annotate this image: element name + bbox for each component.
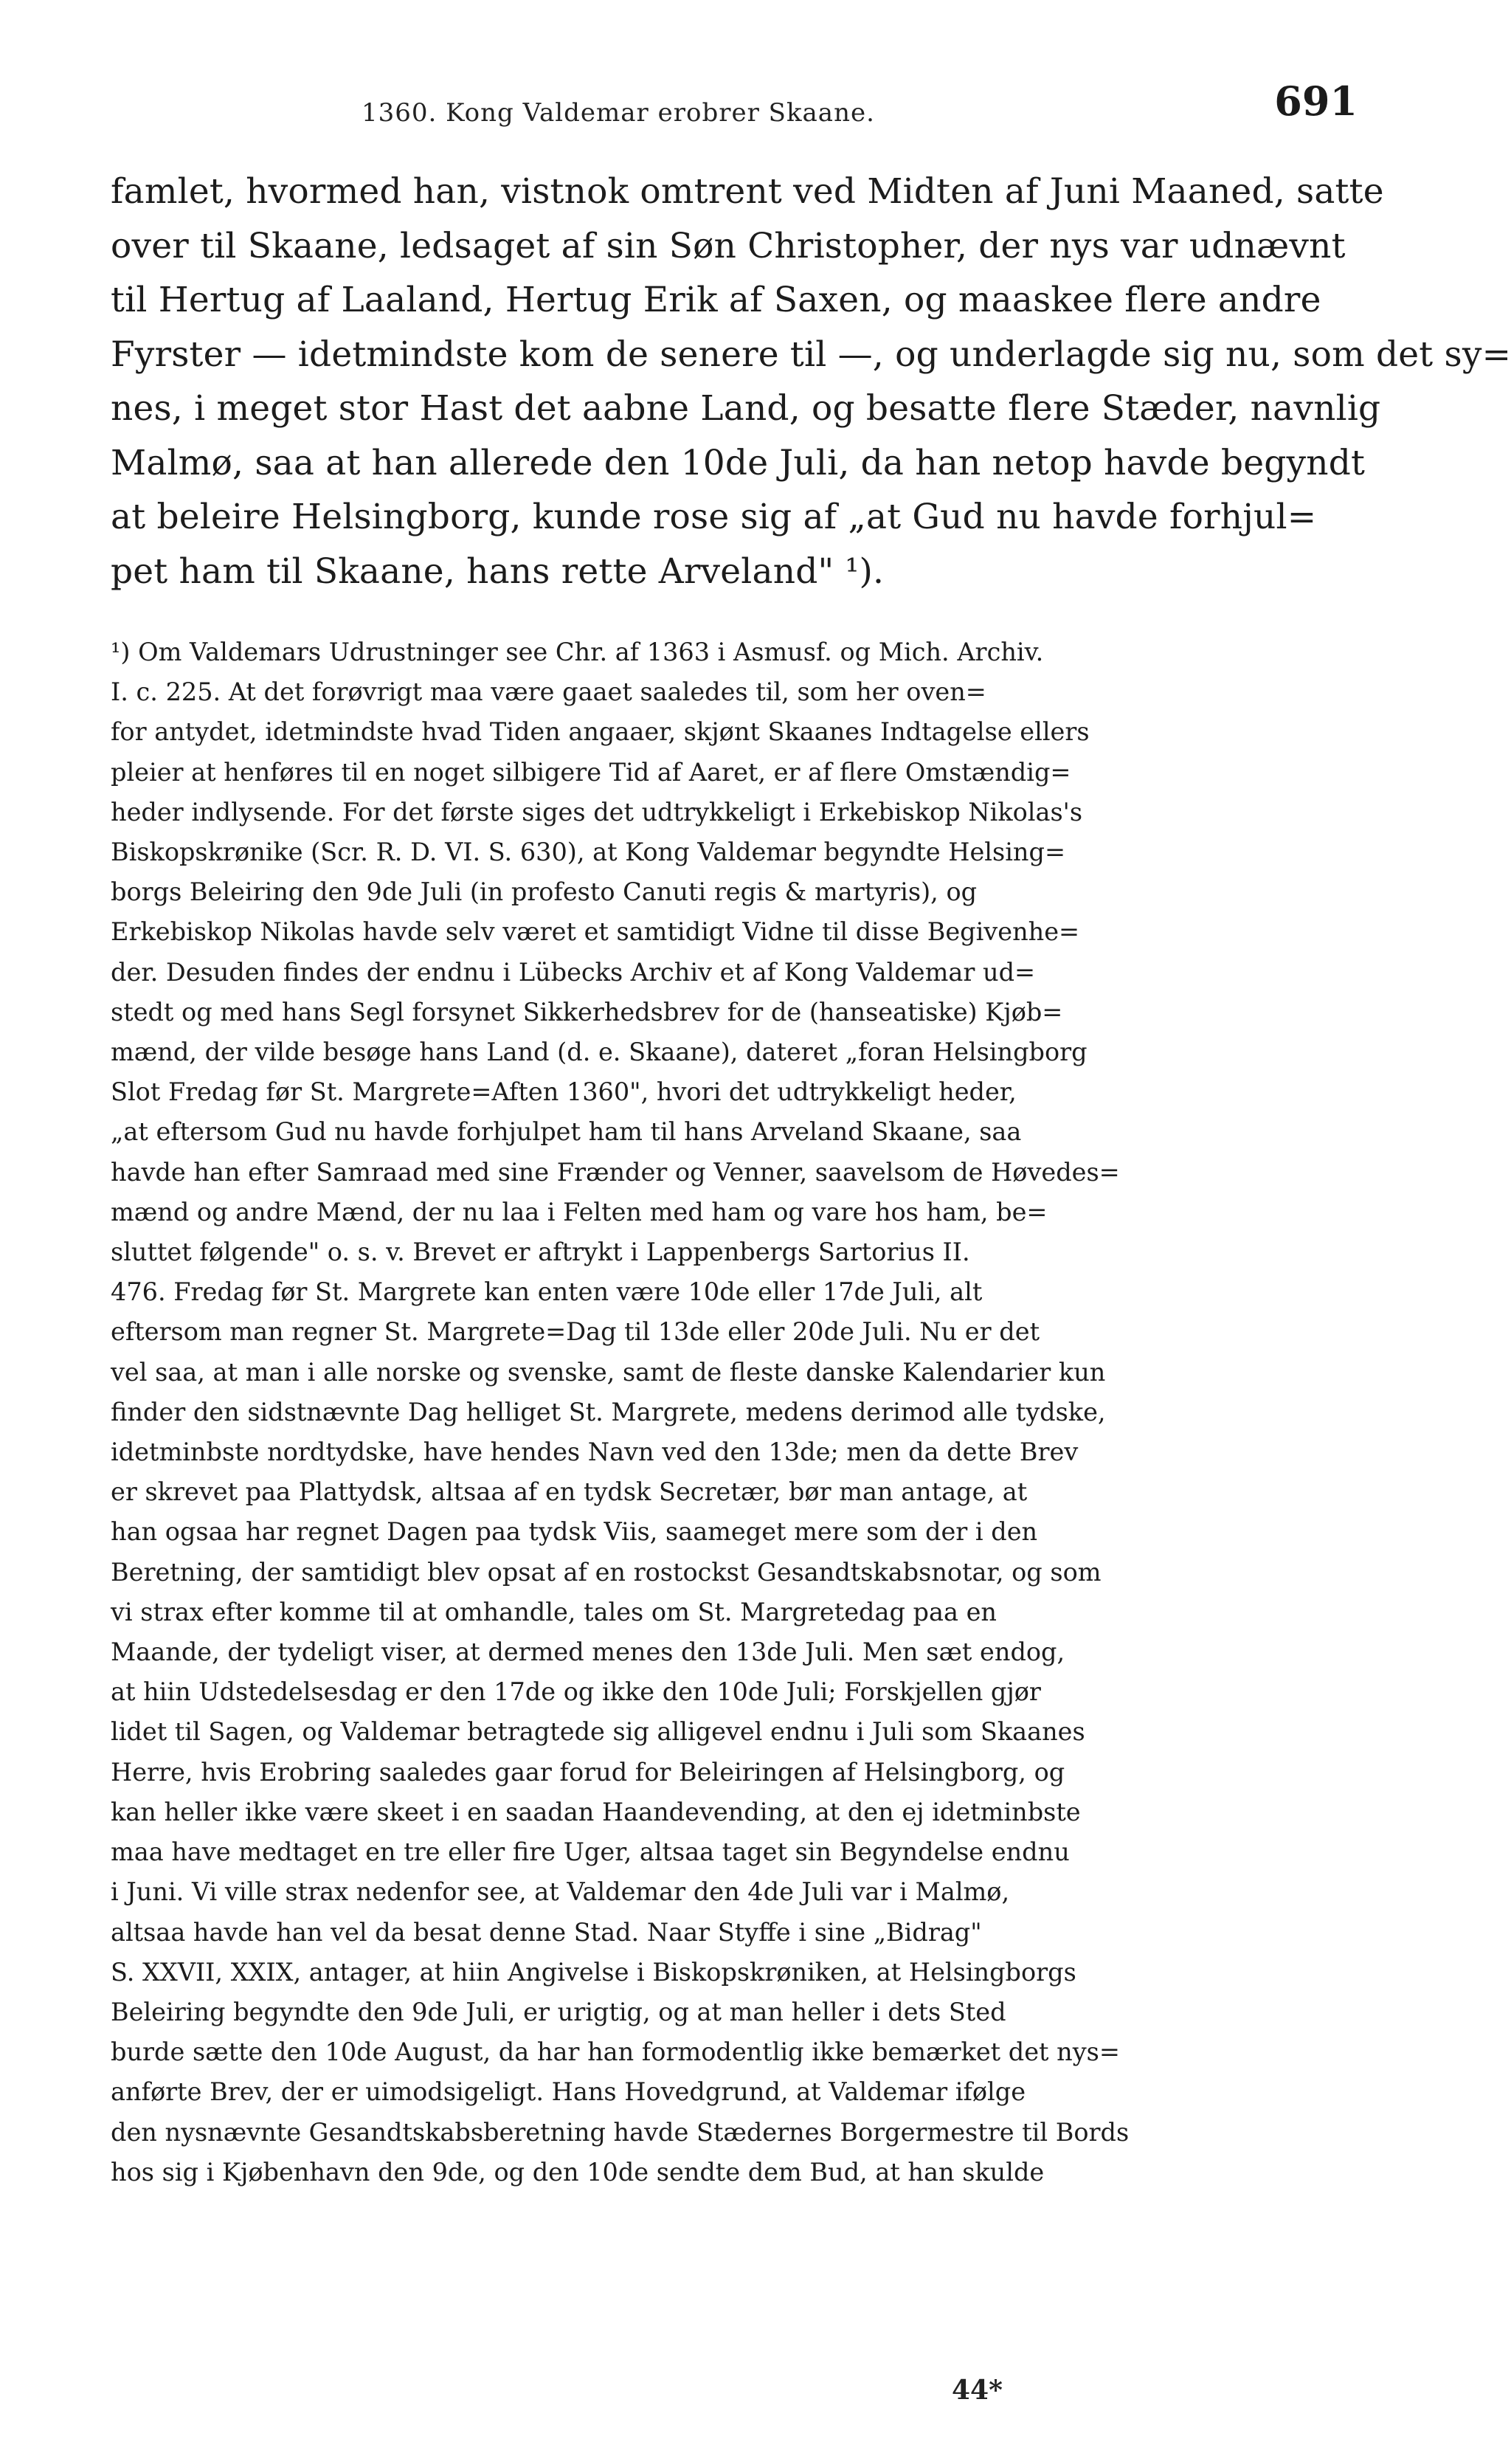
footnote-line: er skrevet paa Plattydsk, altsaa af en tydsk Secretær, bør man antage, at [111,1477,1028,1507]
footnote-line: Beleiring begyndte den 9de Juli, er urigtig, og at man heller i dets Sted [111,1997,1006,2026]
main-text-line: at beleire Helsingborg, kunde rose sig af „at Gud nu havde forhjul= [111,497,1317,537]
footnote-line: idetminbste nordtydske, have hendes Navn ved den 13de; men da dette Brev [111,1438,1079,1467]
main-text-line: pet ham til Skaane, hans rette Arveland" ¹). [111,551,885,592]
main-text-block [111,165,1511,598]
footnote-line: altsaa havde han vel da besat denne Stad. Naar Styffe i sine „Bidrag" [111,1917,982,1947]
book-page [111,70,1511,2192]
signature-mark: 44* [952,2375,1003,2406]
footnote-block [111,632,1358,2192]
footnote-line: Maande, der tydeligt viser, at dermed menes den 13de Juli. Men sæt endog, [111,1638,1065,1667]
main-text-line: Fyrster — idetmindste kom de senere til —, og underlagde sig nu, som det sy= [111,334,1511,375]
footnote-line: at hiin Udstedelsesdag er den 17de og ikke den 10de Juli; Forskjellen gjør [111,1677,1041,1707]
footnote-line: den nysnævnte Gesandtskabsberetning havde Stædernes Borgermestre til Bords [111,2117,1130,2147]
footnote-line: der. Desuden findes der endnu i Lübecks Archiv et af Kong Valdemar ud= [111,957,1036,987]
footnote-line: vi strax efter komme til at omhandle, tales om St. Margretedag paa en [111,1597,997,1626]
footnote-line: Herre, hvis Erobring saaledes gaar forud for Beleiringen af Helsingborg, og [111,1757,1065,1787]
footnote-line: I. c. 225. At det forøvrigt maa være gaaet saaledes til, som her oven= [111,677,986,707]
footnote-line: Biskopskrønike (Scr. R. D. VI. S. 630), at Kong Valdemar begyndte Helsing= [111,838,1066,867]
footnote-line: eftersom man regner St. Margrete=Dag til 13de eller 20de Juli. Nu er det [111,1317,1040,1347]
main-text-line: famlet, hvormed han, vistnok omtrent ved Midten af Juni Maaned, satte [111,171,1384,212]
main-text-line: Malmø, saa at han allerede den 10de Juli, da han netop havde begyndt [111,442,1366,483]
footnote-line: hos sig i Kjøbenhavn den 9de, og den 10de sendte dem Bud, at han skulde [111,2157,1045,2187]
footnote-line: sluttet følgende" o. s. v. Brevet er aftrykt i Lappenbergs Sartorius II. [111,1238,970,1267]
footnote-line: mænd, der vilde besøge hans Land (d. e. Skaane), dateret „foran Helsingborg [111,1038,1088,1067]
footnote-line: han ogsaa har regnet Dagen paa tydsk Viis, saameget mere som der i den [111,1517,1038,1547]
main-text-line: nes, i meget stor Hast det aabne Land, og besatte flere Stæder, navnlig [111,388,1381,429]
footnote-line: ¹) Om Valdemars Udrustninger see Chr. af 1363 i Asmusf. og Mich. Archiv. [111,638,1044,666]
main-text-line: til Hertug af Laaland, Hertug Erik af Saxen, og maaskee flere andre [111,280,1321,320]
footnote-line: kan heller ikke være skeet i en saadan Haandevending, at den ej idetminbste [111,1797,1081,1826]
footnote-line: havde han efter Samraad med sine Frænder og Venner, saavelsom de Høvedes= [111,1157,1120,1187]
page-header [111,70,1358,137]
footnote-line: Slot Fredag før St. Margrete=Aften 1360", hvori det udtrykkeligt heder, [111,1077,1017,1107]
footnote-line: stedt og med hans Segl forsynet Sikkerhedsbrev for de (hanseatiske) Kjøb= [111,997,1063,1026]
footnote-line: maa have medtaget en tre eller fire Uger, altsaa taget sin Begyndelse endnu [111,1837,1070,1867]
footnote-line: i Juni. Vi ville strax nedenfor see, at Valdemar den 4de Juli var i Malmø, [111,1877,1010,1907]
footnote-line: vel saa, at man i alle norske og svenske, samt de fleste danske Kalendarier kun [111,1357,1106,1387]
footnote-line: 476. Fredag før St. Margrete kan enten være 10de eller 17de Juli, alt [111,1277,983,1307]
footnote-line: pleier at henføres til en noget silbigere Tid af Aaret, er af flere Omstændig= [111,757,1071,787]
footnote-line: „at eftersom Gud nu havde forhjulpet ham til hans Arveland Skaane, saa [111,1117,1022,1147]
footnote-line: for antydet, idetmindste hvad Tiden angaaer, skjønt Skaanes Indtagelse ellers [111,717,1090,747]
footnote-line: mænd og andre Mænd, der nu laa i Felten med ham og vare hos ham, be= [111,1197,1048,1226]
main-text-line: over til Skaane, ledsaget af sin Søn Christopher, der nys var udnævnt [111,225,1346,266]
footnote-line: heder indlysende. For det første siges det udtrykkeligt i Erkebiskop Nikolas's [111,797,1083,826]
footnote-line: anførte Brev, der er uimodsigeligt. Hans Hovedgrund, at Valdemar ifølge [111,2077,1026,2107]
footnote-line: finder den sidstnævnte Dag helliget St. Margrete, medens derimod alle tydske, [111,1397,1106,1426]
footnote-line: S. XXVII, XXIX, antager, at hiin Angivelse i Biskopskrøniken, at Helsingborgs [111,1957,1076,1987]
footnote-line: lidet til Sagen, og Valdemar betragtede sig alligevel endnu i Juli som Skaanes [111,1717,1085,1747]
footnote-line: burde sætte den 10de August, da har han formodentlig ikke bemærket det nys= [111,2037,1120,2067]
footnote-line: Erkebiskop Nikolas havde selv været et samtidigt Vidne til disse Begivenhe= [111,917,1080,947]
footnote-line: Beretning, der samtidigt blev opsat af en rostockst Gesandtskabsnotar, og som [111,1557,1102,1587]
footnote-line: borgs Beleiring den 9de Juli (in profesto Canuti regis & martyris), og [111,877,978,907]
page-number: 691 [1274,77,1358,125]
running-head: 1360. Kong Valdemar erobrer Skaane. [362,98,875,128]
